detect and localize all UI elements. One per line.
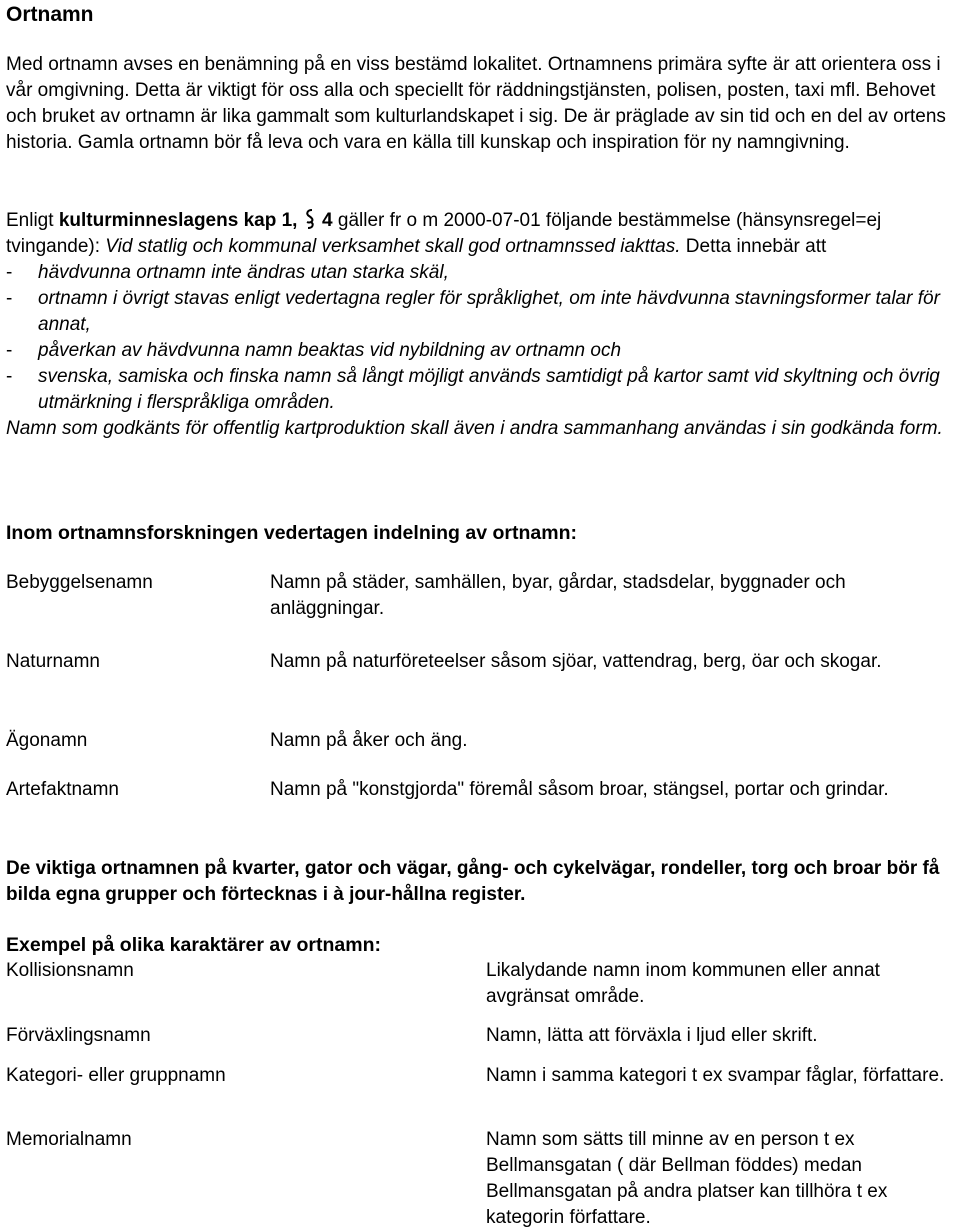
classification-heading: Inom ortnamnsforskningen vedertagen indelning av ortnamn: [6, 522, 577, 544]
intro-paragraph: Med ortnamn avses en benämning på en viss bestämd lokalitet. Ortnamnens primära syfte är att orientera oss i vår omgivning. Detta är viktigt för oss alla och speciellt för räddningstjänsten, polisen, posten, taxi mfl. Behovet och bruket av ortnamn är lika gammalt som kulturlandskapet i sig. De är präglade av sin tid och en del av ortens historia. Gamla ortnamn bör få leva och vara en källa till kunskap och inspiration för ny namngivning. [6, 54, 946, 153]
term-description: Likalydande namn inom kommunen eller annat avgränsat område. [486, 960, 880, 1007]
law-italic-rule: Vid statlig och kommunal verksamhet skall god ortnamnssed iakttas. [105, 236, 681, 257]
law-intro [6, 208, 951, 260]
term-description: Namn som sätts till minne av en person t ex Bellmansgatan ( där Bellman föddes) medan Bellmansgatan på andra platser kan tillhöra t ex kategorin författare. [486, 1129, 888, 1228]
law-name: kulturminneslagens kap 1, [58, 210, 298, 231]
dash-marker: - [6, 340, 13, 361]
section-sign-icon [303, 208, 317, 230]
term-label: Kollisionsnamn [6, 960, 134, 981]
law-bullet-list [6, 260, 951, 416]
term-description: Namn på "konstgjorda" föremål såsom broar, stängsel, portar och grindar. [270, 779, 889, 800]
dash-marker: - [6, 366, 13, 387]
term-label: Bebyggelsenamn [6, 572, 153, 593]
term-description: Namn på åker och äng. [270, 730, 468, 751]
term-label: Förväxlingsnamn [6, 1025, 151, 1046]
law-paragraph [6, 208, 951, 442]
term-description: Namn, lätta att förväxla i ljud eller skrift. [486, 1025, 818, 1046]
term-label: Memorialnamn [6, 1129, 132, 1150]
list-item: - hävdvunna ortnamn inte ändras utan starka skäl, [6, 260, 951, 286]
law-tail: Detta innebär att [685, 236, 827, 257]
page-title: Ortnamn [6, 3, 94, 26]
term-label: Ägonamn [6, 730, 88, 751]
list-item: - ortnamn i övrigt stavas enligt vedertagna regler för språklighet, om inte hävdvunna stavningsformer talar för annat, [6, 288, 940, 335]
dash-marker: - [6, 288, 13, 309]
term-description: Namn på städer, samhällen, byar, gårdar, stadsdelar, byggnader och anläggningar. [270, 572, 846, 619]
term-description: Namn på naturföreteelser såsom sjöar, vattendrag, berg, öar och skogar. [270, 651, 882, 672]
term-label: Kategori- eller gruppnamn [6, 1065, 226, 1086]
law-closing: Namn som godkänts för offentlig kartproduktion skall även i andra sammanhang användas i sin godkända form. [6, 418, 943, 439]
term-label: Artefaktnamn [6, 779, 119, 800]
law-section-number: 4 [322, 210, 333, 231]
law-mid: gäller fr o m 2000-07-01 följande bestämmelse (hänsynsregel=ej tvingande): [6, 210, 882, 257]
law-prefix: Enligt [6, 210, 54, 231]
dash-marker: - [6, 262, 13, 283]
term-description: Namn i samma kategori t ex svampar fåglar, författare. [486, 1065, 945, 1086]
list-item: - påverkan av hävdvunna namn beaktas vid nybildning av ortnamn och [6, 338, 951, 364]
important-paragraph: De viktiga ortnamnen på kvarter, gator och vägar, gång- och cykelvägar, rondeller, torg och broar bör få bilda egna grupper och förtecknas i à jour-hållna register. [6, 858, 940, 905]
list-item: - svenska, samiska och finska namn så långt möjligt används samtidigt på kartor samt vid skyltning och övrig utmärkning i flerspråkliga områden. [6, 366, 940, 413]
examples-heading: Exempel på olika karaktärer av ortnamn: [6, 934, 382, 956]
term-label: Naturnamn [6, 651, 100, 672]
